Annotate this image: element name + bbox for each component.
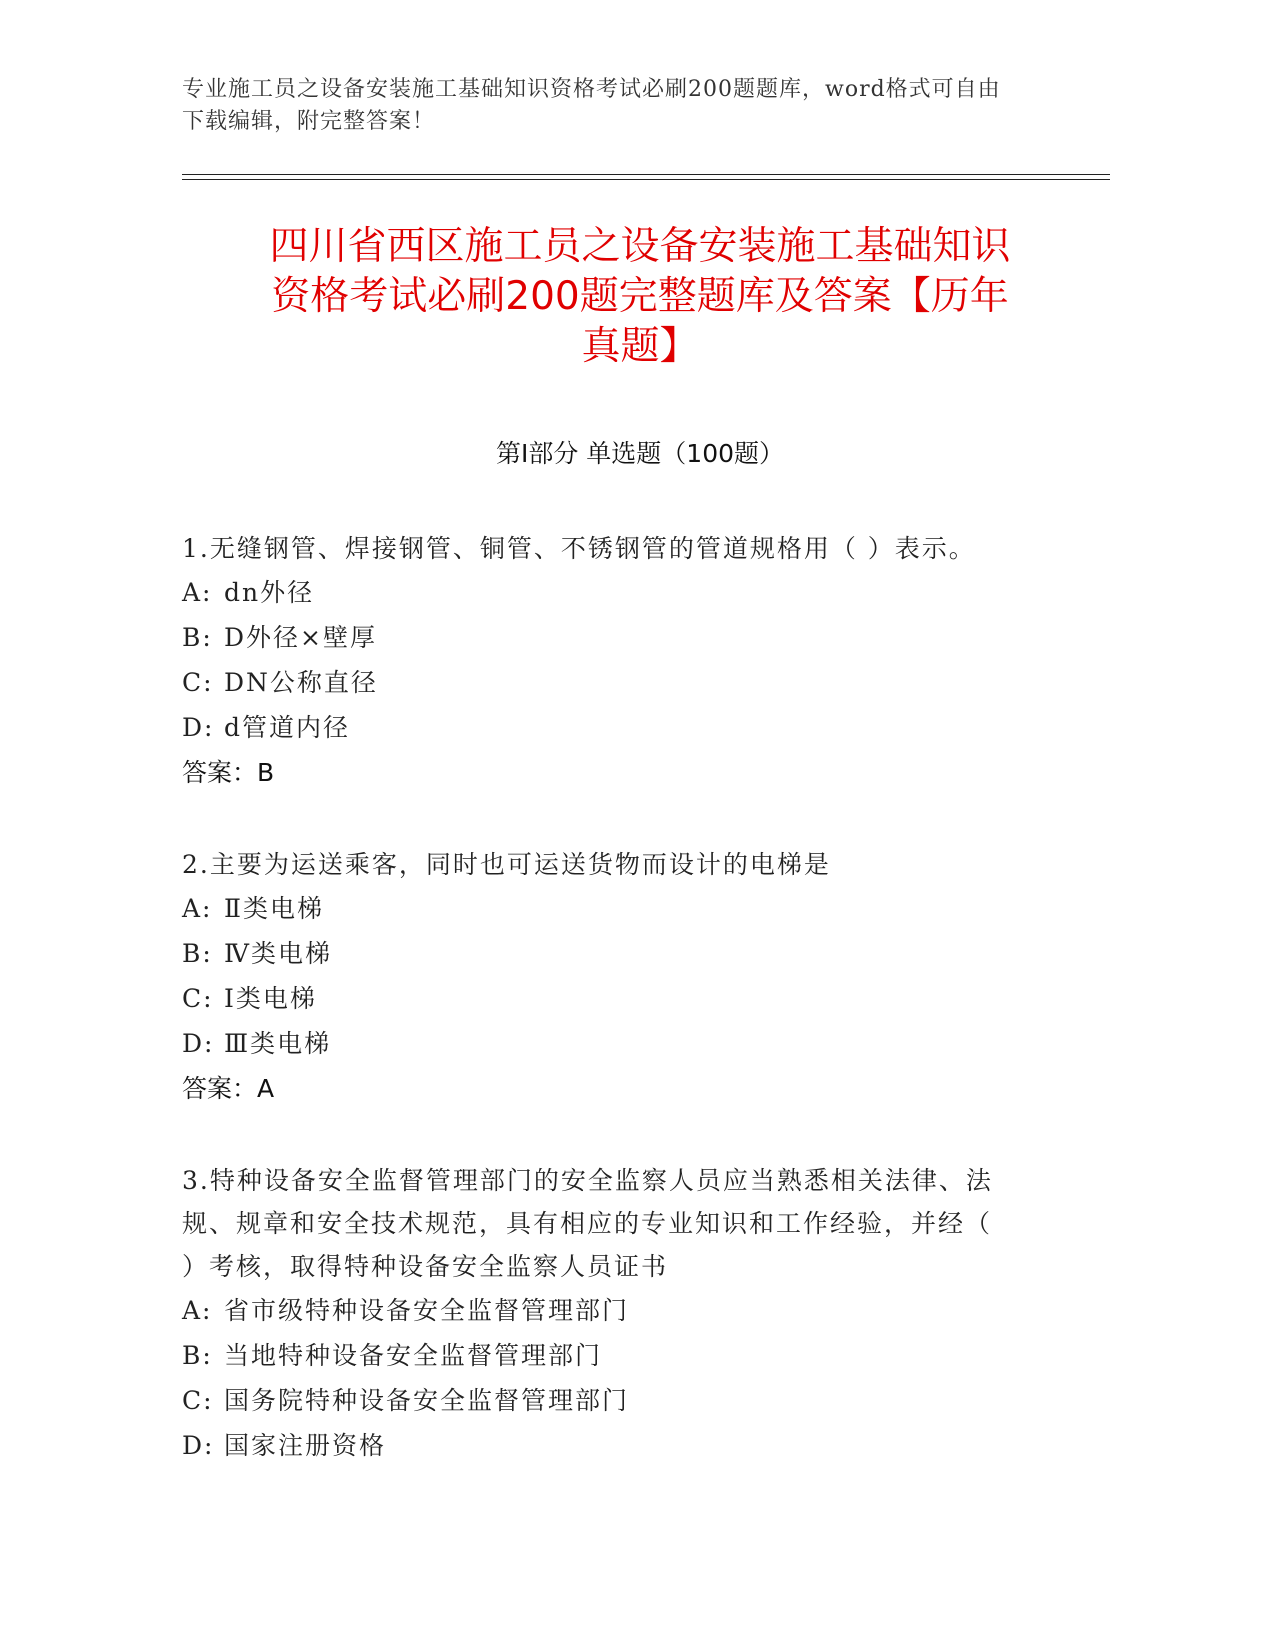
option-b [182, 615, 1062, 660]
option-a [182, 886, 1062, 931]
question-stem-line-3: ）考核，取得特种设备安全监察人员证书 [182, 1252, 669, 1281]
header-note [182, 74, 1062, 138]
question-stem-line-1: 3.特种设备安全监督管理部门的安全监察人员应当熟悉相关法律、法 [182, 1166, 993, 1195]
option-key: C: [182, 984, 214, 1013]
option-key: C: [182, 668, 214, 697]
option-text: d管道内径 [224, 713, 351, 742]
option-text: DN公称直径 [224, 668, 378, 697]
option-b [182, 1333, 1062, 1378]
option-c [182, 660, 1062, 705]
option-d [182, 1021, 1062, 1066]
answer [182, 750, 1062, 795]
answer-label: 答案： [182, 758, 258, 787]
option-a [182, 1288, 1062, 1333]
option-c [182, 976, 1062, 1021]
header-note-line-1: 专业施工员之设备安装施工基础知识资格考试必刷200题题库，word格式可自由 [182, 77, 1001, 102]
option-key: D: [182, 713, 215, 742]
option-text: D外径×壁厚 [224, 623, 377, 652]
option-key: A: [182, 578, 213, 607]
question-3 [182, 1159, 1062, 1468]
option-text: 国家注册资格 [224, 1431, 387, 1460]
section-title: 第Ⅰ部分 单选题（100题） [495, 439, 785, 468]
answer-value: B [257, 758, 275, 787]
document-title [180, 222, 1100, 372]
option-d [182, 1423, 1062, 1468]
question-1 [182, 527, 1062, 795]
option-key: A: [182, 1296, 213, 1325]
option-text: Ⅳ类电梯 [224, 939, 332, 968]
answer-value: A [257, 1074, 275, 1103]
option-text: 国务院特种设备安全监督管理部门 [224, 1386, 630, 1415]
option-text: Ⅰ类电梯 [224, 984, 317, 1013]
option-b [182, 931, 1062, 976]
option-c [182, 1378, 1062, 1423]
header-double-rule [182, 174, 1110, 180]
option-key: C: [182, 1386, 214, 1415]
option-d [182, 705, 1062, 750]
question-stem-line-2: 规、规章和安全技术规范，具有相应的专业知识和工作经验，并经（ [182, 1209, 993, 1238]
answer-label: 答案： [182, 1074, 258, 1103]
option-key: B: [182, 1341, 213, 1370]
header-note-line-2: 下载编辑，附完整答案！ [182, 109, 436, 134]
option-text: Ⅱ类电梯 [224, 894, 324, 923]
option-text: 省市级特种设备安全监督管理部门 [224, 1296, 630, 1325]
option-text: Ⅲ类电梯 [224, 1029, 332, 1058]
document-title-line-3: 真题】 [581, 324, 699, 369]
option-text: 当地特种设备安全监督管理部门 [224, 1341, 603, 1370]
question-list [182, 527, 1062, 1516]
option-key: D: [182, 1029, 215, 1058]
answer [182, 1066, 1062, 1111]
document-title-line-1: 四川省西区施工员之设备安装施工基础知识 [269, 224, 1011, 269]
option-key: D: [182, 1431, 215, 1460]
document-title-line-2: 资格考试必刷200题完整题库及答案【历年 [271, 274, 1009, 319]
option-a [182, 570, 1062, 615]
option-text: dn外径 [224, 578, 315, 607]
option-key: B: [182, 939, 213, 968]
question-stem: 2.主要为运送乘客，同时也可运送货物而设计的电梯是 [182, 850, 831, 879]
option-key: A: [182, 894, 213, 923]
option-key: B: [182, 623, 213, 652]
question-stem: 1.无缝钢管、焊接钢管、铜管、不锈钢管的管道规格用（ ）表示。 [182, 534, 976, 563]
question-2 [182, 843, 1062, 1111]
